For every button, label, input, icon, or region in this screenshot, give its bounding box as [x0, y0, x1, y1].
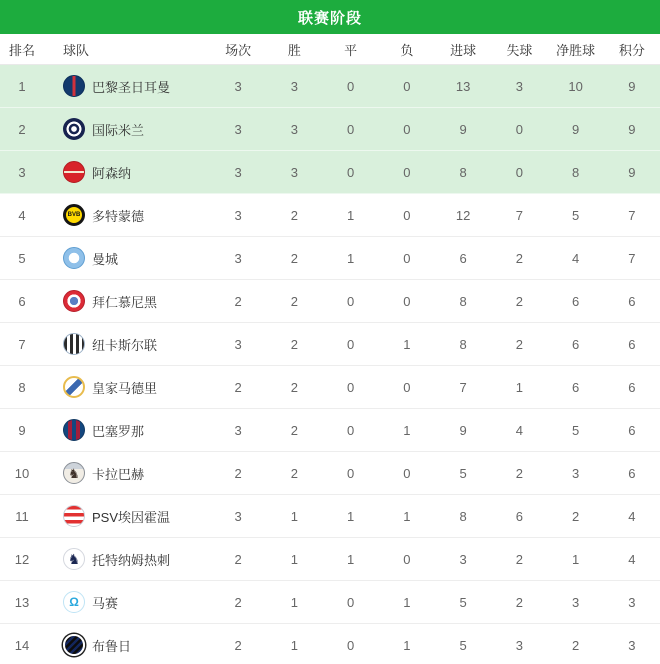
rank-cell: 2 [0, 108, 44, 151]
standings-table [0, 34, 660, 664]
win-cell: 2 [266, 237, 322, 280]
team-cell [44, 280, 210, 323]
loss-cell: 0 [379, 538, 435, 581]
gf-cell: 6 [435, 237, 491, 280]
rank-cell: 12 [0, 538, 44, 581]
pts-cell: 9 [604, 151, 660, 194]
played-cell: 2 [210, 624, 266, 664]
gd-cell: 1 [548, 538, 604, 581]
team-badge-icon [63, 247, 85, 269]
team-wrap [44, 591, 210, 613]
team-cell [44, 237, 210, 280]
played-cell: 3 [210, 237, 266, 280]
team-cell [44, 323, 210, 366]
ga-cell: 0 [491, 151, 547, 194]
ga-cell: 2 [491, 323, 547, 366]
team-name: 托特纳姆热刺 [92, 552, 171, 568]
loss-cell: 0 [379, 65, 435, 108]
team-badge-icon: BVB [63, 204, 85, 226]
loss-cell: 0 [379, 452, 435, 495]
rank-cell: 10 [0, 452, 44, 495]
rank-cell: 13 [0, 581, 44, 624]
draw-cell: 0 [323, 409, 379, 452]
gd-cell: 6 [548, 323, 604, 366]
team-wrap [44, 505, 210, 527]
standings-row [0, 409, 660, 452]
team-name: 国际米兰 [92, 122, 145, 138]
draw-cell: 0 [323, 108, 379, 151]
team-wrap [44, 548, 210, 570]
standings-row [0, 452, 660, 495]
panel-title-bar [0, 0, 660, 34]
pts-cell: 6 [604, 366, 660, 409]
gd-cell: 8 [548, 151, 604, 194]
draw-cell: 1 [323, 538, 379, 581]
column-header-loss: 负 [379, 34, 435, 65]
rank-cell: 9 [0, 409, 44, 452]
played-cell: 3 [210, 151, 266, 194]
team-badge-icon: ♞ [63, 462, 85, 484]
pts-cell: 4 [604, 538, 660, 581]
win-cell: 2 [266, 280, 322, 323]
team-wrap [44, 204, 210, 226]
win-cell: 2 [266, 452, 322, 495]
gd-cell: 2 [548, 624, 604, 664]
ga-cell: 7 [491, 194, 547, 237]
gd-cell: 3 [548, 581, 604, 624]
win-cell: 2 [266, 323, 322, 366]
team-wrap [44, 419, 210, 441]
team-badge-icon [63, 505, 85, 527]
gf-cell: 8 [435, 495, 491, 538]
team-name: 巴黎圣日耳曼 [92, 79, 171, 95]
draw-cell: 1 [323, 237, 379, 280]
team-wrap [44, 161, 210, 183]
column-header-pts: 积分 [604, 34, 660, 65]
gd-cell: 9 [548, 108, 604, 151]
team-name: 布鲁日 [92, 638, 132, 654]
win-cell: 3 [266, 65, 322, 108]
win-cell: 1 [266, 581, 322, 624]
standings-row [0, 366, 660, 409]
gd-cell: 4 [548, 237, 604, 280]
team-wrap [44, 118, 210, 140]
team-name: 巴塞罗那 [92, 423, 145, 439]
column-header-gf: 进球 [435, 34, 491, 65]
team-name: 卡拉巴赫 [92, 466, 145, 482]
team-badge-icon: Ω [63, 591, 85, 613]
standings-row [0, 624, 660, 664]
column-header-draw: 平 [323, 34, 379, 65]
pts-cell: 3 [604, 624, 660, 664]
rank-cell: 3 [0, 151, 44, 194]
win-cell: 2 [266, 409, 322, 452]
gf-cell: 5 [435, 452, 491, 495]
ga-cell: 3 [491, 65, 547, 108]
draw-cell: 1 [323, 495, 379, 538]
gf-cell: 5 [435, 624, 491, 664]
gd-cell: 5 [548, 194, 604, 237]
loss-cell: 0 [379, 237, 435, 280]
team-badge-icon [63, 118, 85, 140]
ga-cell: 2 [491, 581, 547, 624]
pts-cell: 9 [604, 108, 660, 151]
gf-cell: 7 [435, 366, 491, 409]
standings-row [0, 280, 660, 323]
team-cell [44, 538, 210, 581]
gd-cell: 6 [548, 280, 604, 323]
team-wrap [44, 634, 210, 656]
ga-cell: 2 [491, 237, 547, 280]
played-cell: 2 [210, 280, 266, 323]
played-cell: 2 [210, 452, 266, 495]
team-badge-icon [63, 419, 85, 441]
standings-row [0, 194, 660, 237]
loss-cell: 1 [379, 323, 435, 366]
draw-cell: 0 [323, 624, 379, 664]
column-header-row [0, 34, 660, 65]
team-badge-icon [63, 290, 85, 312]
rank-cell: 4 [0, 194, 44, 237]
pts-cell: 7 [604, 237, 660, 280]
loss-cell: 1 [379, 409, 435, 452]
gf-cell: 8 [435, 151, 491, 194]
pts-cell: 4 [604, 495, 660, 538]
team-badge-icon [63, 333, 85, 355]
gf-cell: 9 [435, 409, 491, 452]
gd-cell: 10 [548, 65, 604, 108]
team-badge-icon [63, 634, 85, 656]
win-cell: 2 [266, 366, 322, 409]
team-cell [44, 151, 210, 194]
rank-cell: 14 [0, 624, 44, 664]
win-cell: 3 [266, 108, 322, 151]
draw-cell: 0 [323, 280, 379, 323]
played-cell: 3 [210, 323, 266, 366]
played-cell: 2 [210, 366, 266, 409]
pts-cell: 3 [604, 581, 660, 624]
draw-cell: 1 [323, 194, 379, 237]
team-wrap [44, 462, 210, 484]
team-wrap [44, 290, 210, 312]
win-cell: 1 [266, 538, 322, 581]
team-cell [44, 65, 210, 108]
rank-cell: 8 [0, 366, 44, 409]
rank-cell: 5 [0, 237, 44, 280]
team-name: PSV埃因霍温 [92, 509, 171, 525]
standings-row [0, 65, 660, 108]
pts-cell: 6 [604, 452, 660, 495]
played-cell: 3 [210, 409, 266, 452]
standings-row [0, 538, 660, 581]
gd-cell: 3 [548, 452, 604, 495]
rank-cell: 6 [0, 280, 44, 323]
played-cell: 3 [210, 194, 266, 237]
column-header-win: 胜 [266, 34, 322, 65]
draw-cell: 0 [323, 452, 379, 495]
loss-cell: 0 [379, 194, 435, 237]
loss-cell: 0 [379, 280, 435, 323]
team-wrap [44, 75, 210, 97]
team-wrap [44, 376, 210, 398]
team-cell [44, 624, 210, 664]
draw-cell: 0 [323, 581, 379, 624]
team-name: 皇家马德里 [92, 380, 158, 396]
pts-cell: 6 [604, 280, 660, 323]
gf-cell: 8 [435, 280, 491, 323]
win-cell: 3 [266, 151, 322, 194]
gd-cell: 5 [548, 409, 604, 452]
team-badge-icon [63, 376, 85, 398]
ga-cell: 2 [491, 280, 547, 323]
loss-cell: 1 [379, 581, 435, 624]
team-name: 纽卡斯尔联 [92, 337, 158, 353]
rank-cell: 7 [0, 323, 44, 366]
standings-row [0, 151, 660, 194]
played-cell: 2 [210, 538, 266, 581]
draw-cell: 0 [323, 366, 379, 409]
team-cell [44, 366, 210, 409]
gd-cell: 6 [548, 366, 604, 409]
ga-cell: 3 [491, 624, 547, 664]
gf-cell: 8 [435, 323, 491, 366]
team-name: 马赛 [92, 595, 119, 611]
gf-cell: 3 [435, 538, 491, 581]
win-cell: 2 [266, 194, 322, 237]
rank-cell: 11 [0, 495, 44, 538]
standings-row [0, 323, 660, 366]
gf-cell: 12 [435, 194, 491, 237]
pts-cell: 6 [604, 323, 660, 366]
loss-cell: 0 [379, 366, 435, 409]
ga-cell: 6 [491, 495, 547, 538]
column-header-rank: 排名 [0, 34, 44, 65]
ga-cell: 4 [491, 409, 547, 452]
team-cell [44, 452, 210, 495]
team-cell [44, 108, 210, 151]
pts-cell: 9 [604, 65, 660, 108]
draw-cell: 0 [323, 323, 379, 366]
loss-cell: 0 [379, 108, 435, 151]
standings-row [0, 108, 660, 151]
team-cell [44, 194, 210, 237]
gf-cell: 5 [435, 581, 491, 624]
played-cell: 3 [210, 65, 266, 108]
team-name: 拜仁慕尼黑 [92, 294, 158, 310]
column-header-ga: 失球 [491, 34, 547, 65]
draw-cell: 0 [323, 65, 379, 108]
pts-cell: 7 [604, 194, 660, 237]
team-cell [44, 495, 210, 538]
column-header-team: 球队 [44, 34, 210, 65]
ga-cell: 2 [491, 538, 547, 581]
standings-row [0, 495, 660, 538]
column-header-played: 场次 [210, 34, 266, 65]
win-cell: 1 [266, 624, 322, 664]
pts-cell: 6 [604, 409, 660, 452]
team-badge-icon: ♞ [63, 548, 85, 570]
team-name: 多特蒙德 [92, 208, 145, 224]
gd-cell: 2 [548, 495, 604, 538]
played-cell: 3 [210, 108, 266, 151]
gf-cell: 13 [435, 65, 491, 108]
team-cell [44, 581, 210, 624]
played-cell: 3 [210, 495, 266, 538]
ga-cell: 0 [491, 108, 547, 151]
panel-title: 联赛阶段 [297, 9, 362, 27]
win-cell: 1 [266, 495, 322, 538]
rank-cell: 1 [0, 65, 44, 108]
standings-row [0, 581, 660, 624]
draw-cell: 0 [323, 151, 379, 194]
played-cell: 2 [210, 581, 266, 624]
team-name: 曼城 [92, 251, 119, 267]
loss-cell: 0 [379, 151, 435, 194]
loss-cell: 1 [379, 495, 435, 538]
gf-cell: 9 [435, 108, 491, 151]
loss-cell: 1 [379, 624, 435, 664]
team-wrap [44, 247, 210, 269]
ga-cell: 2 [491, 452, 547, 495]
team-name: 阿森纳 [92, 165, 132, 181]
team-badge-icon [63, 161, 85, 183]
standings-row [0, 237, 660, 280]
team-badge-icon [63, 75, 85, 97]
ga-cell: 1 [491, 366, 547, 409]
team-cell [44, 409, 210, 452]
team-wrap [44, 333, 210, 355]
column-header-gd: 净胜球 [548, 34, 604, 65]
